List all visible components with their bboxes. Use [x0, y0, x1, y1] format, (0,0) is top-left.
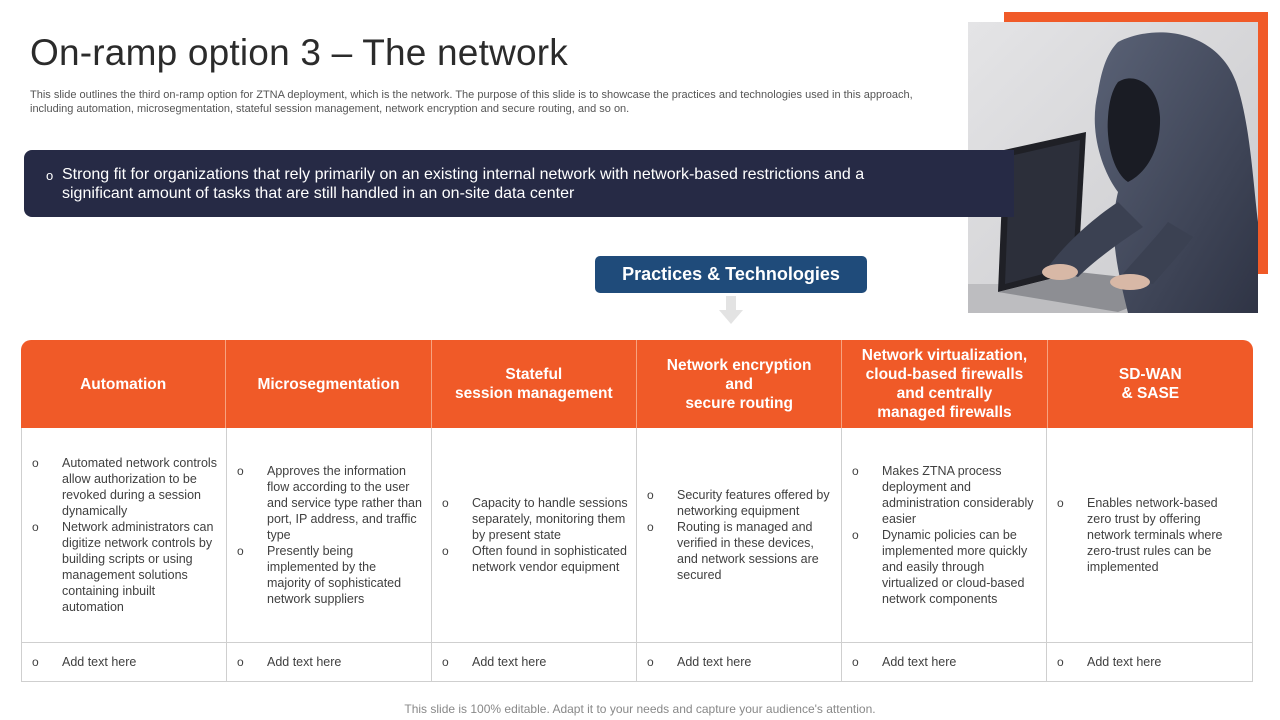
footer-cell	[22, 643, 227, 681]
header-network-virtualization: Network virtualization, cloud-based firewalls and centrally managed firewalls	[842, 340, 1047, 428]
table-footer-row	[21, 643, 1253, 682]
header-network-encryption: Network encryption and secure routing	[637, 340, 842, 428]
banner-text: Strong fit for organizations that rely primarily on an existing internal network with network-based restrictions and a significant amount of tasks that are still handled in an on-site data center	[62, 165, 865, 202]
down-arrow-icon	[718, 296, 744, 326]
placeholder-text[interactable]: o Add text here	[852, 655, 956, 669]
placeholder-text[interactable]: o Add text here	[647, 655, 751, 669]
key-fit-banner	[24, 150, 1014, 217]
footer-cell	[432, 643, 637, 681]
table-body-row	[21, 428, 1253, 643]
cell-network-virtualization	[842, 428, 1047, 642]
list-item: o Often found in sophisticated network vendor equipment	[442, 543, 628, 575]
list-item: o Routing is managed and verified in these devices, and network sessions are secured	[647, 519, 833, 583]
cell-microsegmentation	[227, 428, 432, 642]
list-item: o Approves the information flow according to the user and service type rather than port, IP address, and traffic type	[237, 463, 423, 543]
list-item: o Dynamic policies can be implemented more quickly and easily through virtualized or cloud-based network components	[852, 527, 1038, 607]
header-microsegmentation: Microsegmentation	[226, 340, 431, 428]
slide-description: This slide outlines the third on-ramp option for ZTNA deployment, which is the network. The purpose of this slide is to showcase the practices and technologies used in this approach, including automation, microsegmentation, stateful session management, network encryption and secure routing, and so on.	[30, 89, 913, 115]
placeholder-text[interactable]: o Add text here	[32, 655, 136, 669]
placeholder-text[interactable]: o Add text here	[442, 655, 546, 669]
footer-cell	[1047, 643, 1252, 681]
footer-cell	[842, 643, 1047, 681]
list-item: o Security features offered by networking equipment	[647, 487, 833, 519]
placeholder-text[interactable]: o Add text here	[237, 655, 341, 669]
cell-sdwan-sase	[1047, 428, 1252, 642]
list-item: o Capacity to handle sessions separately, monitoring them by present state	[442, 495, 628, 543]
header-stateful-session: Stateful session management	[432, 340, 637, 428]
footer-cell	[637, 643, 842, 681]
cell-stateful-session	[432, 428, 637, 642]
list-item: o Network administrators can digitize network controls by building scripts or using management solutions containing inbuilt automation	[32, 519, 218, 615]
slide-title: On-ramp option 3 – The network	[30, 32, 568, 73]
cell-network-encryption	[637, 428, 842, 642]
list-item: o Presently being implemented by the majority of sophisticated network suppliers	[237, 543, 423, 607]
editable-note: This slide is 100% editable. Adapt it to your needs and capture your audience's attention.	[404, 702, 876, 716]
header-automation: Automation	[21, 340, 226, 428]
footer-cell	[227, 643, 432, 681]
list-item: o Makes ZTNA process deployment and administration considerably easier	[852, 463, 1038, 527]
table-header-row	[21, 340, 1253, 428]
practices-table	[21, 340, 1253, 682]
banner-bullet: o	[46, 168, 54, 183]
placeholder-text[interactable]: o Add text here	[1057, 655, 1161, 669]
practices-technologies-label: Practices & Technologies	[595, 256, 867, 293]
header-sdwan-sase: SD-WAN & SASE	[1118, 366, 1182, 402]
list-item: o Enables network-based zero trust by offering network terminals where zero-trust rules can be implemented	[1057, 495, 1244, 575]
cell-automation	[22, 428, 227, 642]
list-item: o Automated network controls allow authorization to be revoked during a session dynamically	[32, 455, 218, 519]
